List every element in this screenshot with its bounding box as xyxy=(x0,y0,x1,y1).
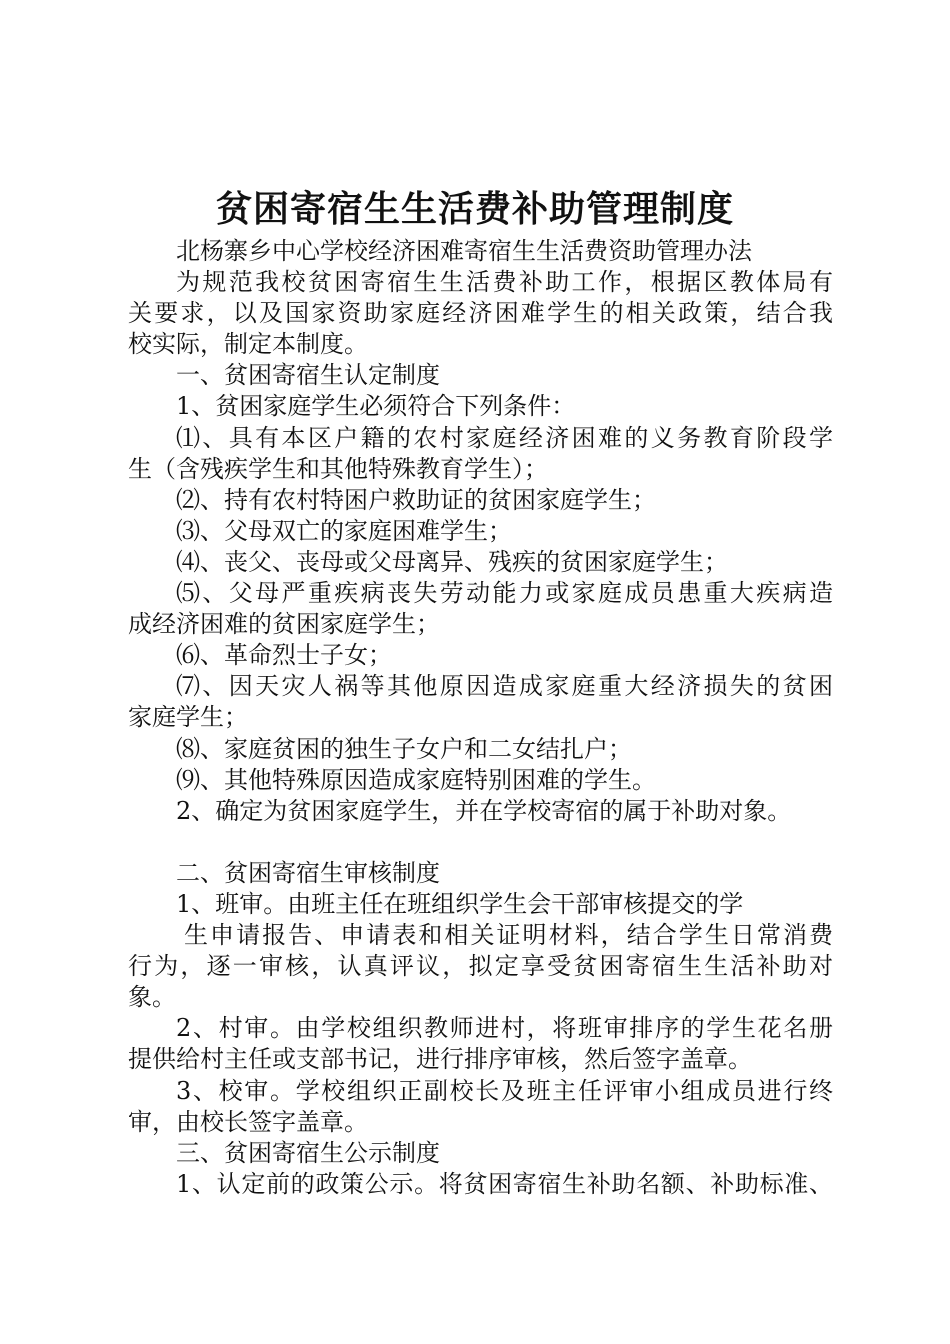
paragraph-line: 生申请报告、申请表和相关证明材料，结合学生日常消费 xyxy=(184,921,833,950)
paragraph-line: 1、贫困家庭学生必须符合下列条件： xyxy=(176,392,576,421)
list-item-line: ⑹、革命烈士子女； xyxy=(176,641,392,670)
paragraph-line: 行为，逐一审核，认真评议，拟定享受贫困寄宿生生活补助对 xyxy=(128,952,833,981)
subtitle-line: 北杨寨乡中心学校经济困难寄宿生生活费资助管理办法 xyxy=(176,237,752,265)
list-item-line: ⑷、丧父、丧母或父母离异、残疾的贫困家庭学生； xyxy=(176,547,728,576)
list-item-line: 成经济困难的贫困家庭学生； xyxy=(128,610,440,639)
paragraph-line: 2、确定为贫困家庭学生，并在学校寄宿的属于补助对象。 xyxy=(176,796,792,825)
list-item-line: ⑺、因天灾人祸等其他原因造成家庭重大经济损失的贫困 xyxy=(176,672,833,701)
paragraph-line: 象。 xyxy=(128,983,176,1012)
paragraph-line: 提供给村主任或支部书记，进行排序审核，然后签字盖章。 xyxy=(128,1045,752,1074)
blank-line xyxy=(128,827,833,858)
document-title: 贫困寄宿生生活费补助管理制度 xyxy=(215,188,734,230)
list-item-line: 生（含残疾学生和其他特殊教育学生）； xyxy=(128,454,548,483)
paragraph-line: 为规范我校贫困寄宿生生活费补助工作，根据区教体局有 xyxy=(176,268,833,297)
paragraph-line: 2、村审。由学校组织教师进村，将班审排序的学生花名册 xyxy=(176,1014,833,1043)
document-body xyxy=(128,236,833,1200)
list-item-line: ⑻、家庭贫困的独生子女户和二女结扎户； xyxy=(176,734,632,763)
list-item-line: ⑴、具有本区户籍的农村家庭经济困难的义务教育阶段学 xyxy=(176,423,833,452)
list-item-line: 家庭学生； xyxy=(128,703,248,732)
list-item-line: ⑸、父母严重疾病丧失劳动能力或家庭成员患重大疾病造 xyxy=(176,579,833,608)
list-item-line: ⑼、其他特殊原因造成家庭特别困难的学生。 xyxy=(176,765,656,794)
paragraph-line: 关要求，以及国家资助家庭经济困难学生的相关政策，结合我 xyxy=(128,299,833,328)
paragraph-line: 审，由校长签字盖章。 xyxy=(128,1107,368,1136)
paragraph-line: 校实际，制定本制度。 xyxy=(128,330,368,359)
paragraph-line: 1、认定前的政策公示。将贫困寄宿生补助名额、补助标准、 xyxy=(176,1169,833,1198)
list-item-line: ⑵、持有农村特困户救助证的贫困家庭学生； xyxy=(176,485,656,514)
list-item-line: ⑶、父母双亡的家庭困难学生； xyxy=(176,516,512,545)
paragraph-line: 3、校审。学校组织正副校长及班主任评审小组成员进行终 xyxy=(176,1076,833,1105)
paragraph-line: 1、班审。由班主任在班组织学生会干部审核提交的学 xyxy=(176,889,744,918)
section-heading: 一、贫困寄宿生认定制度 xyxy=(176,361,440,390)
section-heading: 二、贫困寄宿生审核制度 xyxy=(176,858,440,887)
section-heading: 三、贫困寄宿生公示制度 xyxy=(176,1138,440,1167)
